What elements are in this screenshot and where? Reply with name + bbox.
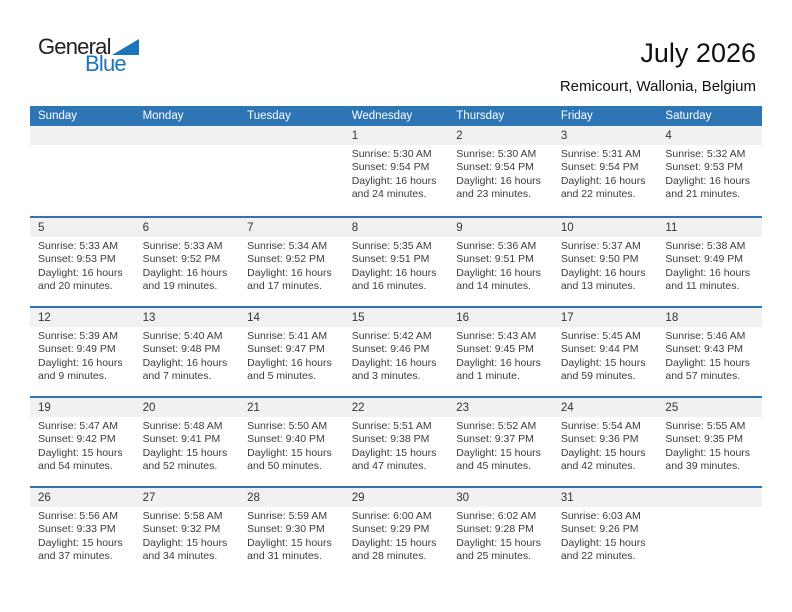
day-number: 22 bbox=[351, 401, 365, 414]
daylight-text: Daylight: 16 hours and 13 minutes. bbox=[560, 266, 646, 293]
sunrise-text: Sunrise: 5:42 AM bbox=[351, 330, 432, 342]
day-cell bbox=[239, 488, 344, 576]
daylight-text: Daylight: 16 hours and 23 minutes. bbox=[456, 174, 541, 201]
day-details bbox=[448, 237, 553, 294]
sunrise-text: Sunrise: 6:02 AM bbox=[456, 510, 537, 522]
weekday-label-monday: Monday bbox=[142, 110, 184, 122]
day-details bbox=[553, 237, 658, 294]
day-number: 25 bbox=[665, 401, 679, 414]
day-number-band bbox=[239, 488, 344, 507]
sunrise-text: Sunrise: 5:54 AM bbox=[560, 420, 641, 432]
day-number: 13 bbox=[142, 311, 156, 324]
day-cell bbox=[30, 308, 135, 396]
page-header bbox=[0, 0, 792, 100]
sunrise-text: Sunrise: 5:46 AM bbox=[665, 330, 746, 342]
day-number-band bbox=[135, 308, 240, 327]
sunrise-text: Sunrise: 5:56 AM bbox=[38, 510, 118, 522]
day-number: 9 bbox=[456, 221, 463, 234]
day-number: 10 bbox=[560, 221, 574, 234]
day-number: 30 bbox=[456, 491, 470, 504]
sunset-text: Sunset: 9:51 PM bbox=[456, 253, 534, 266]
day-number-band bbox=[239, 398, 344, 417]
daylight-text: Daylight: 16 hours and 24 minutes. bbox=[351, 174, 437, 201]
day-details bbox=[657, 417, 762, 474]
day-details bbox=[239, 417, 344, 474]
day-cell bbox=[657, 308, 762, 396]
daylight-text: Daylight: 16 hours and 1 minute. bbox=[456, 356, 541, 383]
day-details bbox=[135, 507, 240, 564]
day-number-band bbox=[344, 398, 449, 417]
sunrise-text: Sunrise: 5:34 AM bbox=[247, 240, 328, 252]
day-number-band bbox=[135, 488, 240, 507]
day-cell bbox=[553, 308, 658, 396]
sunrise-text: Sunrise: 5:59 AM bbox=[247, 510, 328, 522]
day-details bbox=[30, 417, 135, 474]
day-cell bbox=[135, 398, 240, 486]
sunset-text: Sunset: 9:42 PM bbox=[38, 433, 116, 446]
day-number: 6 bbox=[142, 221, 149, 234]
day-number-band bbox=[448, 398, 553, 417]
calendar-grid bbox=[30, 126, 762, 576]
weekday-label-wednesday: Wednesday bbox=[351, 110, 413, 122]
day-cell bbox=[344, 126, 449, 216]
sunrise-text: Sunrise: 5:30 AM bbox=[351, 148, 432, 160]
day-number-band bbox=[30, 398, 135, 417]
daylight-text: Daylight: 16 hours and 17 minutes. bbox=[247, 266, 332, 293]
day-number-band bbox=[448, 488, 553, 507]
day-cell bbox=[239, 218, 344, 306]
daylight-text: Daylight: 15 hours and 22 minutes. bbox=[560, 536, 646, 563]
day-cell bbox=[553, 218, 658, 306]
sunset-text: Sunset: 9:50 PM bbox=[560, 253, 639, 266]
daylight-text: Daylight: 15 hours and 45 minutes. bbox=[456, 446, 541, 473]
day-details bbox=[344, 507, 449, 564]
sunrise-text: Sunrise: 5:40 AM bbox=[142, 330, 223, 342]
sunset-text: Sunset: 9:41 PM bbox=[142, 433, 221, 446]
day-number-band bbox=[553, 488, 658, 507]
daylight-text: Daylight: 16 hours and 3 minutes. bbox=[351, 356, 437, 383]
day-number: 11 bbox=[665, 221, 678, 234]
sunset-text: Sunset: 9:52 PM bbox=[142, 253, 221, 266]
daylight-text: Daylight: 15 hours and 37 minutes. bbox=[38, 536, 123, 563]
sunrise-text: Sunrise: 5:45 AM bbox=[560, 330, 641, 342]
day-details bbox=[553, 327, 658, 384]
day-details bbox=[239, 507, 344, 564]
day-number: 3 bbox=[560, 129, 568, 142]
day-number: 18 bbox=[665, 311, 679, 324]
day-number-band bbox=[30, 488, 135, 507]
day-cell bbox=[135, 488, 240, 576]
sunrise-text: Sunrise: 5:55 AM bbox=[665, 420, 746, 432]
day-number-band bbox=[239, 218, 344, 237]
daylight-text: Daylight: 16 hours and 21 minutes. bbox=[665, 174, 751, 201]
sunset-text: Sunset: 9:54 PM bbox=[456, 161, 534, 174]
sunset-text: Sunset: 9:26 PM bbox=[560, 523, 639, 536]
sunset-text: Sunset: 9:40 PM bbox=[247, 433, 325, 446]
day-details bbox=[239, 237, 344, 294]
day-number: 26 bbox=[38, 491, 51, 504]
day-number-band bbox=[448, 218, 553, 237]
weekday-label-tuesday: Tuesday bbox=[247, 110, 291, 122]
sunset-text: Sunset: 9:32 PM bbox=[142, 523, 221, 536]
day-number: 28 bbox=[247, 491, 260, 504]
daylight-text: Daylight: 15 hours and 54 minutes. bbox=[38, 446, 123, 473]
day-number-band bbox=[135, 218, 240, 237]
day-number-band bbox=[30, 218, 135, 237]
day-details bbox=[448, 145, 553, 202]
day-number-band bbox=[553, 126, 658, 145]
daylight-text: Daylight: 16 hours and 16 minutes. bbox=[351, 266, 437, 293]
sunrise-text: Sunrise: 5:35 AM bbox=[351, 240, 432, 252]
sunrise-text: Sunrise: 5:50 AM bbox=[247, 420, 328, 432]
day-cell bbox=[344, 218, 449, 306]
day-cell bbox=[239, 126, 344, 216]
day-number: 19 bbox=[38, 401, 51, 414]
day-cell bbox=[448, 308, 553, 396]
daylight-text: Daylight: 15 hours and 57 minutes. bbox=[665, 356, 751, 383]
sunrise-text: Sunrise: 5:58 AM bbox=[142, 510, 223, 522]
day-details bbox=[30, 507, 135, 564]
day-cell bbox=[657, 126, 762, 216]
sunrise-text: Sunrise: 5:43 AM bbox=[456, 330, 537, 342]
general-blue-logo bbox=[38, 36, 139, 75]
day-number: 1 bbox=[351, 129, 359, 142]
day-number: 4 bbox=[665, 129, 672, 142]
week-row bbox=[30, 216, 762, 306]
day-cell bbox=[448, 398, 553, 486]
day-details bbox=[344, 327, 449, 384]
day-number-band bbox=[344, 126, 449, 145]
day-cell bbox=[239, 398, 344, 486]
day-number-band bbox=[239, 126, 344, 145]
day-details bbox=[657, 327, 762, 384]
week-row bbox=[30, 126, 762, 216]
sunrise-text: Sunrise: 5:32 AM bbox=[665, 148, 746, 160]
day-number: 27 bbox=[142, 491, 156, 504]
day-number-band bbox=[135, 398, 240, 417]
day-cell bbox=[553, 126, 658, 216]
day-cell bbox=[657, 398, 762, 486]
day-number-band bbox=[344, 308, 449, 327]
day-number: 23 bbox=[456, 401, 470, 414]
day-number: 21 bbox=[247, 401, 260, 414]
day-details bbox=[448, 507, 553, 564]
page-subtitle: Remicourt, Wallonia, Belgium bbox=[559, 78, 756, 95]
day-cell bbox=[135, 218, 240, 306]
daylight-text: Daylight: 16 hours and 20 minutes. bbox=[38, 266, 123, 293]
day-number-band bbox=[344, 488, 449, 507]
day-number-band bbox=[135, 126, 240, 145]
sunset-text: Sunset: 9:54 PM bbox=[560, 161, 639, 174]
day-details bbox=[657, 237, 762, 294]
sunrise-text: Sunrise: 5:36 AM bbox=[456, 240, 537, 252]
day-number: 5 bbox=[38, 221, 45, 234]
day-details bbox=[135, 417, 240, 474]
sunrise-text: Sunrise: 5:33 AM bbox=[142, 240, 223, 252]
day-number: 17 bbox=[560, 311, 574, 324]
week-row bbox=[30, 396, 762, 486]
week-row bbox=[30, 486, 762, 576]
day-number-band bbox=[657, 218, 762, 237]
logo-general-text: General bbox=[38, 34, 111, 59]
sunset-text: Sunset: 9:30 PM bbox=[247, 523, 325, 536]
daylight-text: Daylight: 15 hours and 47 minutes. bbox=[351, 446, 437, 473]
sunset-text: Sunset: 9:48 PM bbox=[142, 343, 221, 356]
day-cell bbox=[448, 126, 553, 216]
day-details bbox=[344, 145, 449, 202]
day-details bbox=[30, 327, 135, 384]
day-cell bbox=[553, 488, 658, 576]
day-number: 24 bbox=[560, 401, 574, 414]
day-details bbox=[135, 327, 240, 384]
day-details bbox=[553, 507, 658, 564]
sunset-text: Sunset: 9:29 PM bbox=[351, 523, 430, 536]
sunset-text: Sunset: 9:37 PM bbox=[456, 433, 534, 446]
day-cell bbox=[239, 308, 344, 396]
sunset-text: Sunset: 9:49 PM bbox=[665, 253, 744, 266]
day-number-band bbox=[553, 398, 658, 417]
day-details bbox=[30, 237, 135, 294]
sunset-text: Sunset: 9:51 PM bbox=[351, 253, 430, 266]
day-cell bbox=[30, 488, 135, 576]
day-cell bbox=[344, 488, 449, 576]
day-number-band bbox=[657, 126, 762, 145]
day-details bbox=[657, 145, 762, 202]
daylight-text: Daylight: 15 hours and 42 minutes. bbox=[560, 446, 646, 473]
daylight-text: Daylight: 16 hours and 5 minutes. bbox=[247, 356, 332, 383]
day-details bbox=[553, 145, 658, 202]
day-number-band bbox=[448, 308, 553, 327]
daylight-text: Daylight: 16 hours and 9 minutes. bbox=[38, 356, 123, 383]
day-cell bbox=[657, 218, 762, 306]
sunrise-text: Sunrise: 5:38 AM bbox=[665, 240, 746, 252]
calendar bbox=[30, 106, 762, 576]
day-number: 2 bbox=[456, 129, 463, 142]
sunset-text: Sunset: 9:44 PM bbox=[560, 343, 639, 356]
day-number: 7 bbox=[247, 221, 254, 234]
day-number-band bbox=[344, 218, 449, 237]
day-number-band bbox=[239, 308, 344, 327]
sunrise-text: Sunrise: 5:31 AM bbox=[560, 148, 641, 160]
day-cell bbox=[344, 308, 449, 396]
day-cell bbox=[448, 218, 553, 306]
sunset-text: Sunset: 9:38 PM bbox=[351, 433, 430, 446]
day-number: 8 bbox=[351, 221, 359, 234]
sunrise-text: Sunrise: 5:30 AM bbox=[456, 148, 537, 160]
day-number: 16 bbox=[456, 311, 470, 324]
sunrise-text: Sunrise: 5:37 AM bbox=[560, 240, 641, 252]
day-number: 20 bbox=[142, 401, 156, 414]
sunset-text: Sunset: 9:35 PM bbox=[665, 433, 744, 446]
sunset-text: Sunset: 9:53 PM bbox=[38, 253, 116, 266]
sunset-text: Sunset: 9:47 PM bbox=[247, 343, 325, 356]
day-details bbox=[448, 417, 553, 474]
day-number: 15 bbox=[351, 311, 365, 324]
day-number-band bbox=[657, 488, 762, 507]
daylight-text: Daylight: 15 hours and 25 minutes. bbox=[456, 536, 541, 563]
sunset-text: Sunset: 9:45 PM bbox=[456, 343, 534, 356]
day-number: 29 bbox=[351, 491, 365, 504]
sunrise-text: Sunrise: 5:39 AM bbox=[38, 330, 118, 342]
day-number-band bbox=[553, 308, 658, 327]
daylight-text: Daylight: 15 hours and 28 minutes. bbox=[351, 536, 437, 563]
sunset-text: Sunset: 9:33 PM bbox=[38, 523, 116, 536]
sunset-text: Sunset: 9:54 PM bbox=[351, 161, 430, 174]
day-details bbox=[448, 327, 553, 384]
day-details bbox=[135, 237, 240, 294]
page-title: July 2026 bbox=[640, 38, 756, 68]
sunrise-text: Sunrise: 5:33 AM bbox=[38, 240, 118, 252]
day-cell bbox=[344, 398, 449, 486]
weekday-header-row bbox=[30, 106, 762, 126]
day-cell bbox=[30, 398, 135, 486]
weekday-label-friday: Friday bbox=[560, 110, 593, 122]
daylight-text: Daylight: 16 hours and 11 minutes. bbox=[665, 266, 751, 293]
day-cell bbox=[30, 126, 135, 216]
daylight-text: Daylight: 16 hours and 7 minutes. bbox=[142, 356, 228, 383]
day-number-band bbox=[30, 308, 135, 327]
daylight-text: Daylight: 16 hours and 19 minutes. bbox=[142, 266, 228, 293]
sunset-text: Sunset: 9:53 PM bbox=[665, 161, 744, 174]
daylight-text: Daylight: 16 hours and 14 minutes. bbox=[456, 266, 541, 293]
sunset-text: Sunset: 9:36 PM bbox=[560, 433, 639, 446]
day-details bbox=[239, 327, 344, 384]
day-cell bbox=[30, 218, 135, 306]
day-number-band bbox=[553, 218, 658, 237]
week-row bbox=[30, 306, 762, 396]
daylight-text: Daylight: 15 hours and 31 minutes. bbox=[247, 536, 332, 563]
daylight-text: Daylight: 16 hours and 22 minutes. bbox=[560, 174, 646, 201]
day-cell bbox=[135, 126, 240, 216]
day-cell bbox=[553, 398, 658, 486]
weekday-label-saturday: Saturday bbox=[665, 110, 712, 122]
day-details bbox=[553, 417, 658, 474]
sunset-text: Sunset: 9:52 PM bbox=[247, 253, 325, 266]
daylight-text: Daylight: 15 hours and 52 minutes. bbox=[142, 446, 228, 473]
sunset-text: Sunset: 9:46 PM bbox=[351, 343, 430, 356]
sunrise-text: Sunrise: 6:00 AM bbox=[351, 510, 432, 522]
sunrise-text: Sunrise: 5:47 AM bbox=[38, 420, 118, 432]
sunset-text: Sunset: 9:49 PM bbox=[38, 343, 116, 356]
sunrise-text: Sunrise: 5:51 AM bbox=[351, 420, 432, 432]
logo-blue-text: Blue bbox=[85, 51, 126, 76]
day-number-band bbox=[448, 126, 553, 145]
sunrise-text: Sunrise: 5:41 AM bbox=[247, 330, 328, 342]
day-number: 12 bbox=[38, 311, 51, 324]
day-cell bbox=[448, 488, 553, 576]
weekday-label-sunday: Sunday bbox=[38, 110, 78, 122]
daylight-text: Daylight: 15 hours and 39 minutes. bbox=[665, 446, 751, 473]
day-cell bbox=[135, 308, 240, 396]
day-cell bbox=[657, 488, 762, 576]
daylight-text: Daylight: 15 hours and 34 minutes. bbox=[142, 536, 228, 563]
weekday-label-thursday: Thursday bbox=[456, 110, 505, 122]
day-details bbox=[344, 237, 449, 294]
day-number: 31 bbox=[560, 491, 574, 504]
day-number-band bbox=[657, 398, 762, 417]
sunrise-text: Sunrise: 6:03 AM bbox=[560, 510, 641, 522]
sunrise-text: Sunrise: 5:48 AM bbox=[142, 420, 223, 432]
day-number-band bbox=[657, 308, 762, 327]
day-number-band bbox=[30, 126, 135, 145]
day-details bbox=[344, 417, 449, 474]
sunset-text: Sunset: 9:43 PM bbox=[665, 343, 744, 356]
sunset-text: Sunset: 9:28 PM bbox=[456, 523, 534, 536]
day-number: 14 bbox=[247, 311, 260, 324]
daylight-text: Daylight: 15 hours and 50 minutes. bbox=[247, 446, 332, 473]
sunrise-text: Sunrise: 5:52 AM bbox=[456, 420, 537, 432]
daylight-text: Daylight: 15 hours and 59 minutes. bbox=[560, 356, 646, 383]
